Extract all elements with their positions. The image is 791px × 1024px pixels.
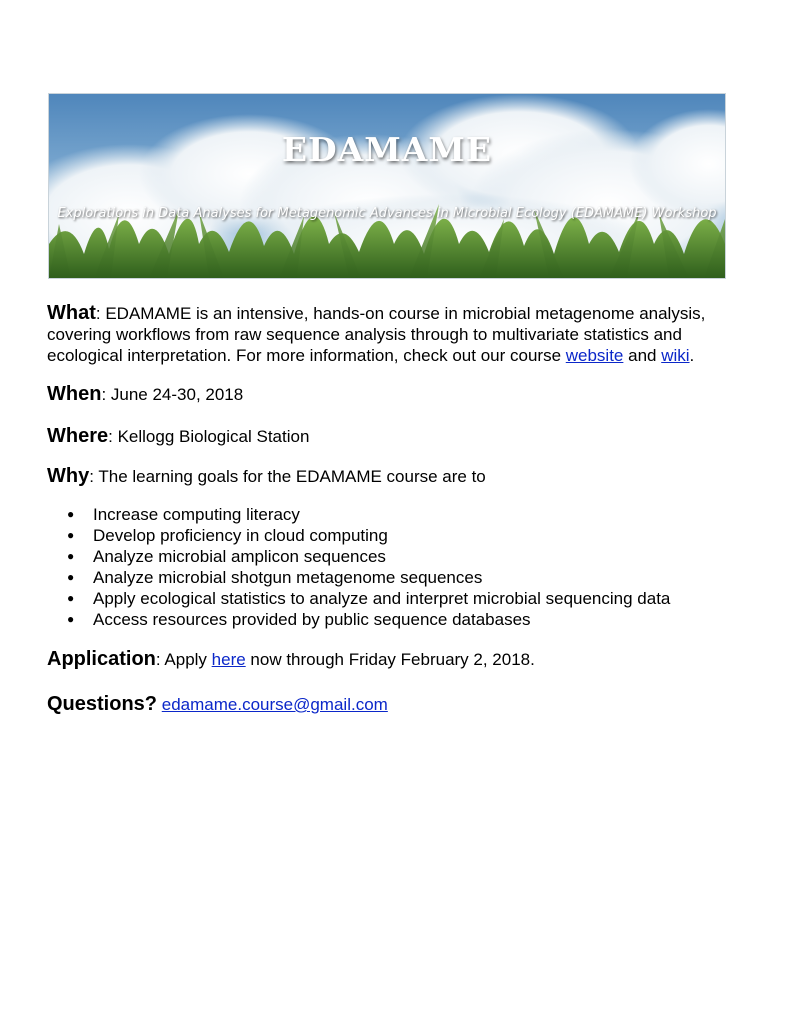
- what-end: .: [689, 346, 695, 365]
- where-text: : Kellogg Biological Station: [108, 427, 310, 446]
- why-text: : The learning goals for the EDAMAME course are to: [89, 467, 486, 486]
- application-post: now through Friday February 2, 2018.: [245, 650, 535, 669]
- apply-here-link[interactable]: here: [211, 650, 246, 669]
- questions-paragraph: [47, 694, 747, 715]
- bullet-icon: ●: [67, 591, 75, 605]
- bullet-icon: ●: [67, 549, 75, 563]
- list-item: ● Analyze microbial amplicon sequences: [67, 547, 386, 566]
- questions-label: Questions?: [47, 693, 158, 715]
- header-banner: [48, 93, 726, 279]
- what-paragraph: [47, 303, 747, 366]
- when-label: When: [47, 383, 102, 405]
- bullet-icon: ●: [67, 528, 75, 542]
- why-label: Why: [47, 465, 90, 487]
- application-paragraph: [47, 649, 747, 670]
- bullet-icon: ●: [67, 507, 75, 521]
- website-link[interactable]: website: [565, 346, 624, 365]
- where-label: Where: [47, 425, 109, 447]
- application-pre: : Apply: [155, 650, 212, 669]
- document-body: [47, 303, 747, 715]
- banner-background-image: [49, 94, 725, 278]
- where-paragraph: [47, 426, 747, 447]
- when-text: : June 24-30, 2018: [101, 385, 244, 404]
- banner-subtitle: Explorations in Data Analyses for Metagenomic Advances in Microbial Ecology (EDAMAME) Workshop: [57, 206, 717, 221]
- list-item: ● Increase computing literacy: [67, 505, 300, 524]
- bullet-icon: ●: [67, 612, 75, 626]
- when-paragraph: [47, 384, 747, 405]
- why-paragraph: [47, 466, 747, 487]
- what-label: What: [47, 302, 96, 324]
- application-label: Application: [47, 648, 156, 670]
- email-link[interactable]: edamame.course@gmail.com: [161, 695, 388, 714]
- bullet-icon: ●: [67, 570, 75, 584]
- learning-goals-list: [47, 504, 747, 630]
- list-item: ● Analyze microbial shotgun metagenome sequences: [67, 568, 483, 587]
- list-item: ● Apply ecological statistics to analyze and interpret microbial sequencing data: [67, 589, 671, 608]
- wiki-link[interactable]: wiki: [661, 346, 690, 365]
- list-item: ● Develop proficiency in cloud computing: [67, 526, 388, 545]
- banner-title: EDAMAME: [281, 130, 493, 169]
- what-text: : EDAMAME is an intensive, hands-on course in microbial metagenome analysis, covering workflows from raw sequence analysis through to multivariate statistics and ecological interpretation. For more information, check out our course: [47, 304, 706, 365]
- what-mid: and: [623, 346, 662, 365]
- list-item: ● Access resources provided by public sequence databases: [67, 610, 531, 629]
